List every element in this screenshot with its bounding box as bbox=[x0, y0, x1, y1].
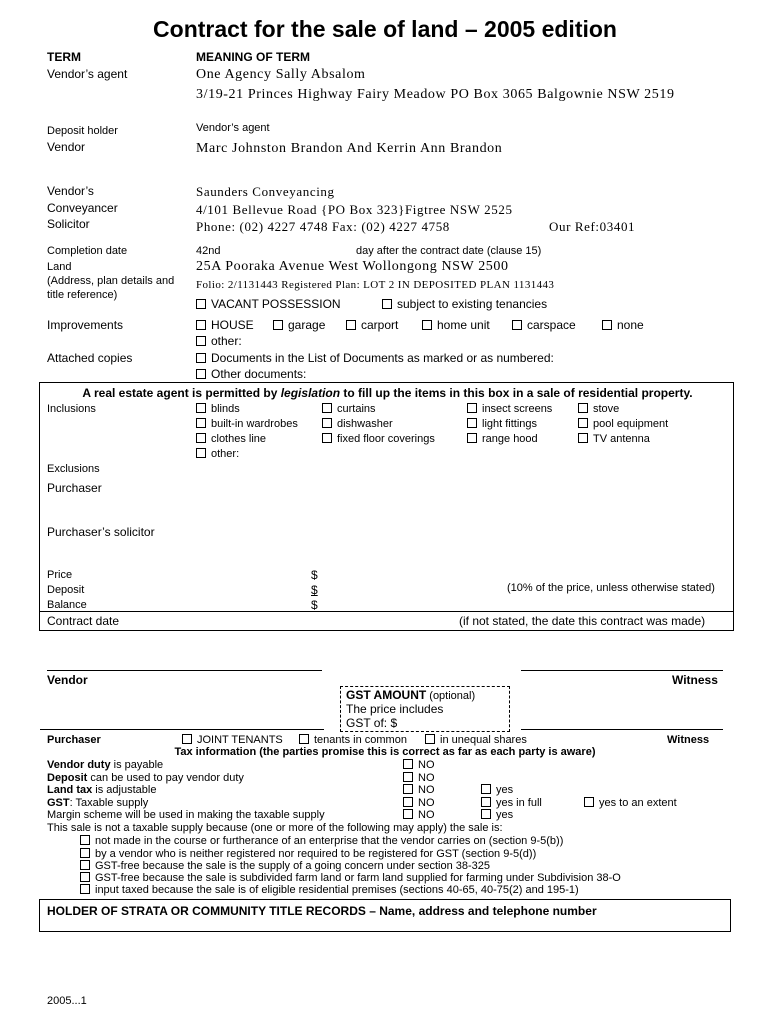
improvement-other-checkbox[interactable] bbox=[196, 336, 206, 346]
not-taxable-label: This sale is not a taxable supply because (one or more of the following may apply) the sale is: bbox=[47, 822, 503, 834]
reason-going-concern-checkbox[interactable] bbox=[80, 860, 90, 870]
improvement-carspace[interactable]: carspace bbox=[512, 318, 576, 332]
deposit-dollar: $ bbox=[311, 583, 318, 597]
tenants-in-common-checkbox[interactable] bbox=[299, 734, 309, 744]
deposit-duty-label: Deposit can be used to pay vendor duty bbox=[47, 772, 244, 784]
stove-checkbox[interactable] bbox=[578, 403, 588, 413]
margin-scheme-yes[interactable]: yes bbox=[481, 809, 513, 821]
attached-documents-checkbox[interactable] bbox=[196, 353, 206, 363]
existing-tenancies-option[interactable]: subject to existing tenancies bbox=[382, 297, 547, 311]
divider bbox=[40, 611, 733, 612]
gst-yes-in-full-checkbox[interactable] bbox=[481, 797, 491, 807]
reason-farm-land-checkbox[interactable] bbox=[80, 872, 90, 882]
vendors-agent-label: Vendor’s agent bbox=[47, 67, 128, 81]
inclusion-other-checkbox[interactable] bbox=[196, 448, 206, 458]
improvements-label: Improvements bbox=[47, 318, 124, 332]
vendor-witness-label: Witness bbox=[672, 673, 718, 687]
improvement-garage[interactable]: garage bbox=[273, 318, 325, 332]
inclusions-label: Inclusions bbox=[47, 403, 96, 415]
land-tax-no-checkbox[interactable] bbox=[403, 784, 413, 794]
purchaser-witness-line[interactable] bbox=[521, 729, 723, 730]
tenants-in-common-option[interactable]: tenants in common bbox=[299, 734, 407, 746]
page-title: Contract for the sale of land – 2005 edition bbox=[153, 16, 617, 42]
attached-copies-label: Attached copies bbox=[47, 351, 133, 365]
house-checkbox[interactable] bbox=[196, 320, 206, 330]
meaning-header: MEANING OF TERM bbox=[196, 50, 310, 64]
land-folio: Folio: 2/1131443 Registered Plan: LOT 2 IN DEPOSITED PLAN 1131443 bbox=[196, 279, 555, 291]
purchaser-signature-label: Purchaser bbox=[47, 734, 101, 746]
inclusion-other[interactable]: other: bbox=[196, 448, 239, 460]
land-tax-label: Land tax is adjustable bbox=[47, 784, 157, 796]
reason-input-taxed-checkbox[interactable] bbox=[80, 884, 90, 894]
land-sublabel-1: (Address, plan details and bbox=[47, 275, 175, 287]
deposit-holder-label: Deposit holder bbox=[47, 125, 118, 137]
insect-screens-checkbox[interactable] bbox=[467, 403, 477, 413]
inclusion-built-in-wardrobes[interactable]: built-in wardrobes bbox=[196, 418, 298, 430]
reason-farm-land[interactable]: GST-free because the sale is subdivided farm land or farm land supplied for farming under Subdivision 38-O bbox=[80, 872, 621, 884]
fixed-floor-coverings-checkbox[interactable] bbox=[322, 433, 332, 443]
unequal-shares-option[interactable]: in unequal shares bbox=[425, 734, 527, 746]
inclusion-stove[interactable]: stove bbox=[578, 403, 619, 415]
gst-taxable-label: GST: Taxable supply bbox=[47, 797, 149, 809]
completion-label: Completion date bbox=[47, 245, 128, 257]
reason-not-registered[interactable]: by a vendor who is neither registered nor required to be registered for GST (section 9-5(d)) bbox=[80, 848, 536, 860]
contract-date-note: (if not stated, the date this contract was made) bbox=[459, 614, 706, 628]
footer-page-number: 2005...1 bbox=[47, 995, 87, 1007]
deposit-note: (10% of the price, unless otherwise stated) bbox=[507, 582, 715, 594]
term-header: TERM bbox=[47, 50, 81, 64]
inclusion-tv-antenna[interactable]: TV antenna bbox=[578, 433, 650, 445]
gst-yes-in-full[interactable]: yes in full bbox=[481, 797, 542, 809]
vendor-witness-line[interactable] bbox=[521, 670, 723, 671]
land-tax-yes-checkbox[interactable] bbox=[481, 784, 491, 794]
built-in-wardrobes-checkbox[interactable] bbox=[196, 418, 206, 428]
purchasers-solicitor-label: Purchaser’s solicitor bbox=[47, 525, 155, 539]
tax-heading: Tax information (the parties promise this is correct as far as each party is aware) bbox=[174, 746, 596, 758]
purchaser-witness-label: Witness bbox=[667, 734, 710, 746]
gst-no[interactable]: NO bbox=[403, 797, 435, 809]
conveyancer-name: Saunders Conveyancing bbox=[196, 184, 335, 199]
gst-of-label: GST of: $ bbox=[346, 716, 398, 730]
range-hood-checkbox[interactable] bbox=[467, 433, 477, 443]
joint-tenants-checkbox[interactable] bbox=[182, 734, 192, 744]
margin-scheme-yes-checkbox[interactable] bbox=[481, 809, 491, 819]
agent-box-heading: A real estate agent is permitted by legislation to fill up the items in this box in a sale of residential property. bbox=[82, 386, 693, 400]
land-tax-yes[interactable]: yes bbox=[481, 784, 513, 796]
conveyancer-phone: Phone: (02) 4227 4748 Fax: (02) 4227 4758 bbox=[196, 219, 450, 234]
completion-suffix: day after the contract date (clause 15) bbox=[356, 245, 542, 257]
carport-checkbox[interactable] bbox=[346, 320, 356, 330]
contract-date-label: Contract date bbox=[47, 614, 120, 628]
gst-yes-to-extent[interactable]: yes to an extent bbox=[584, 797, 677, 809]
margin-scheme-label: Margin scheme will be used in making the taxable supply bbox=[47, 809, 325, 821]
pool-equipment-checkbox[interactable] bbox=[578, 418, 588, 428]
margin-scheme-no[interactable]: NO bbox=[403, 809, 435, 821]
margin-scheme-no-checkbox[interactable] bbox=[403, 809, 413, 819]
existing-tenancies-checkbox[interactable] bbox=[382, 299, 392, 309]
inclusion-light-fittings[interactable]: light fittings bbox=[467, 418, 537, 430]
garage-checkbox[interactable] bbox=[273, 320, 283, 330]
improvement-home-unit[interactable]: home unit bbox=[422, 318, 490, 332]
vacant-possession-option[interactable]: VACANT POSSESSION bbox=[196, 297, 341, 311]
inclusion-curtains[interactable]: curtains bbox=[322, 403, 376, 415]
inclusion-clothes-line[interactable]: clothes line bbox=[196, 433, 266, 445]
deposit-label: Deposit bbox=[47, 584, 85, 596]
conveyancer-address: 4/101 Bellevue Road {PO Box 323}Figtree NSW 2525 bbox=[196, 202, 513, 217]
improvement-other[interactable]: other: bbox=[196, 334, 242, 348]
gst-amount-title: GST AMOUNT (optional) bbox=[346, 688, 476, 702]
improvement-house[interactable]: HOUSE bbox=[196, 318, 254, 332]
strata-heading: HOLDER OF STRATA OR COMMUNITY TITLE RECORDS – Name, address and telephone number bbox=[47, 904, 597, 918]
gst-no-checkbox[interactable] bbox=[403, 797, 413, 807]
vendors-agent-name: One Agency Sally Absalom bbox=[196, 67, 366, 82]
conveyancer-label-1: Vendor’s bbox=[47, 184, 94, 198]
reason-input-taxed[interactable]: input taxed because the sale is of eligible residential premises (sections 40-65, 40-75(2) and 195-1) bbox=[80, 884, 579, 896]
reason-not-registered-checkbox[interactable] bbox=[80, 848, 90, 858]
attached-documents-option[interactable]: Documents in the List of Documents as marked or as numbered: bbox=[196, 351, 554, 365]
land-label: Land bbox=[47, 261, 72, 273]
improvement-none[interactable]: none bbox=[602, 318, 644, 332]
unequal-shares-checkbox[interactable] bbox=[425, 734, 435, 744]
vendors-agent-address: 3/19-21 Princes Highway Fairy Meadow PO Box 3065 Balgownie NSW 2519 bbox=[196, 87, 675, 102]
joint-tenants-option[interactable]: JOINT TENANTS bbox=[182, 734, 283, 746]
purchaser-signature-line[interactable] bbox=[40, 729, 324, 730]
land-tax-no[interactable]: NO bbox=[403, 784, 435, 796]
vendor-signature-line[interactable] bbox=[47, 670, 322, 671]
completion-value: 42nd bbox=[196, 245, 221, 257]
inclusion-dishwasher[interactable]: dishwasher bbox=[322, 418, 393, 430]
vendor-duty-no-checkbox[interactable] bbox=[403, 759, 413, 769]
vacant-possession-checkbox[interactable] bbox=[196, 299, 206, 309]
balance-dollar: $ bbox=[311, 598, 318, 612]
reason-not-enterprise-checkbox[interactable] bbox=[80, 835, 90, 845]
gst-yes-to-extent-checkbox[interactable] bbox=[584, 797, 594, 807]
inclusion-range-hood[interactable]: range hood bbox=[467, 433, 538, 445]
vendor-value: Marc Johnston Brandon And Kerrin Ann Brandon bbox=[196, 141, 503, 156]
reason-not-enterprise[interactable]: not made in the course or furtherance of an enterprise that the vendor carries on (section 9-5(b)) bbox=[80, 835, 563, 847]
exclusions-label: Exclusions bbox=[47, 463, 100, 475]
inclusion-fixed-floor-coverings[interactable]: fixed floor coverings bbox=[322, 433, 435, 445]
inclusion-pool-equipment[interactable]: pool equipment bbox=[578, 418, 668, 430]
conveyancer-ref: Our Ref:03401 bbox=[549, 219, 636, 234]
price-dollar: $ bbox=[311, 568, 318, 582]
gst-price-includes: The price includes bbox=[346, 702, 444, 716]
tv-antenna-checkbox[interactable] bbox=[578, 433, 588, 443]
inclusion-blinds[interactable]: blinds bbox=[196, 403, 240, 415]
conveyancer-label-3: Solicitor bbox=[47, 217, 90, 231]
none-checkbox[interactable] bbox=[602, 320, 612, 330]
dishwasher-checkbox[interactable] bbox=[322, 418, 332, 428]
curtains-checkbox[interactable] bbox=[322, 403, 332, 413]
vendor-duty-label: Vendor duty is payable bbox=[47, 759, 164, 771]
light-fittings-checkbox[interactable] bbox=[467, 418, 477, 428]
deposit-holder-value: Vendor’s agent bbox=[196, 122, 270, 134]
reason-going-concern[interactable]: GST-free because the sale is the supply of a going concern under section 38-325 bbox=[80, 860, 490, 872]
balance-label: Balance bbox=[47, 599, 87, 611]
vendor-duty-no[interactable]: NO bbox=[403, 759, 435, 771]
price-label: Price bbox=[47, 569, 73, 581]
land-address: 25A Pooraka Avenue West Wollongong NSW 2500 bbox=[196, 259, 509, 274]
attached-other-checkbox[interactable] bbox=[196, 369, 206, 379]
deposit-duty-no[interactable]: NO bbox=[403, 772, 435, 784]
vendor-label: Vendor bbox=[47, 140, 86, 154]
vendor-signature-label: Vendor bbox=[47, 673, 88, 687]
blinds-checkbox[interactable] bbox=[196, 403, 206, 413]
deposit-duty-no-checkbox[interactable] bbox=[403, 772, 413, 782]
land-sublabel-2: title reference) bbox=[47, 289, 118, 301]
conveyancer-label-2: Conveyancer bbox=[47, 201, 118, 215]
clothes-line-checkbox[interactable] bbox=[196, 433, 206, 443]
attached-other-option[interactable]: Other documents: bbox=[196, 367, 306, 381]
carspace-checkbox[interactable] bbox=[512, 320, 522, 330]
purchaser-label: Purchaser bbox=[47, 481, 102, 495]
improvement-carport[interactable]: carport bbox=[346, 318, 398, 332]
home-unit-checkbox[interactable] bbox=[422, 320, 432, 330]
inclusion-insect-screens[interactable]: insect screens bbox=[467, 403, 552, 415]
